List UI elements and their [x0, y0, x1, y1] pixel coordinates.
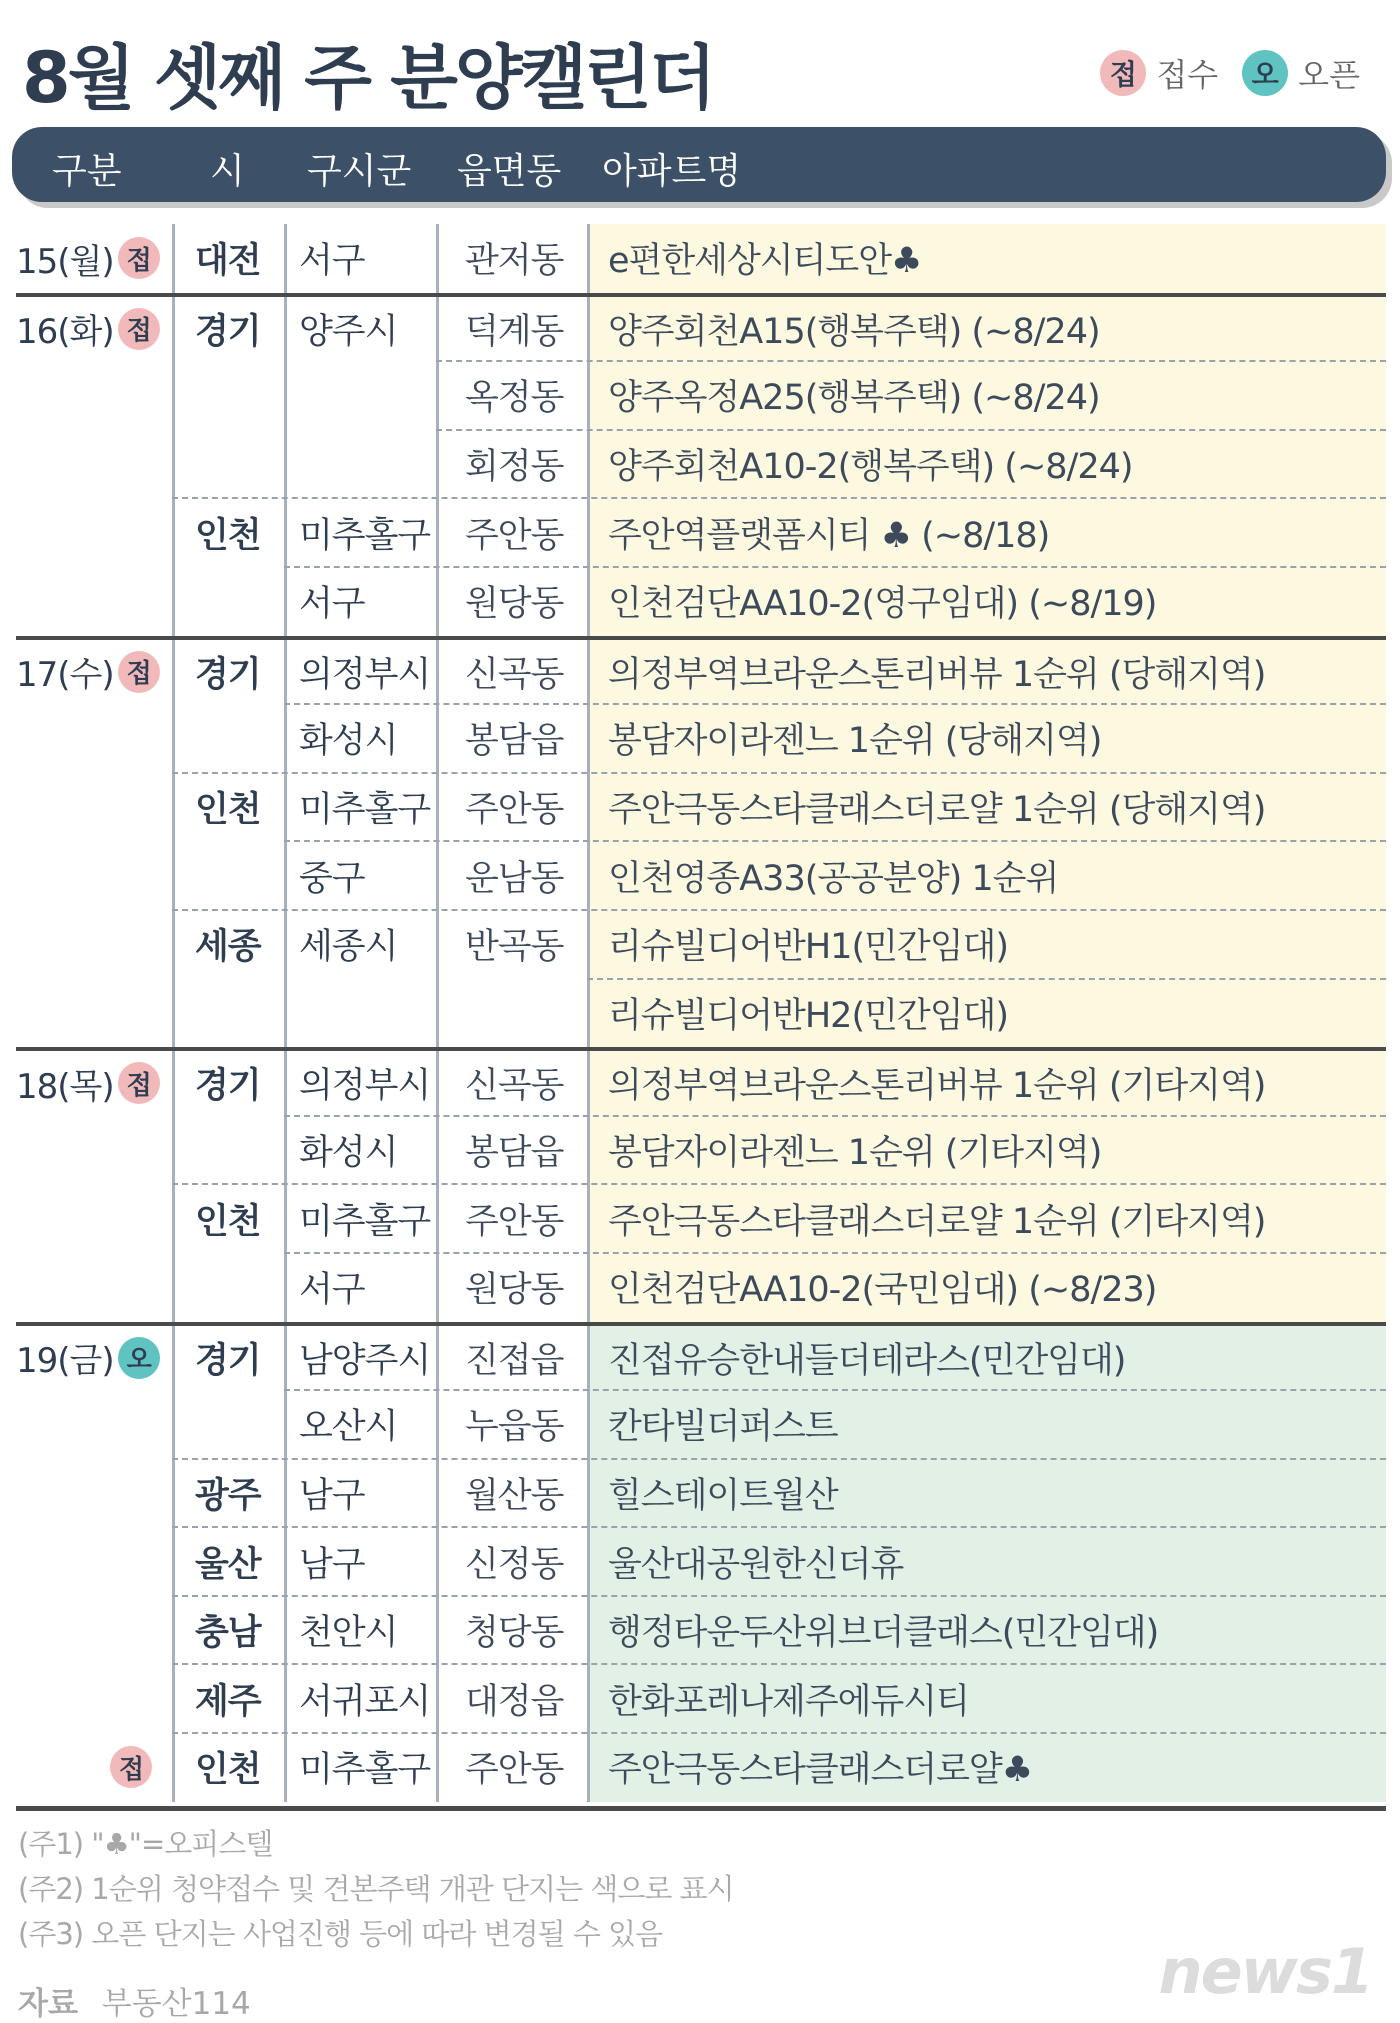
district-cell: 미추홀구 — [284, 1733, 436, 1802]
date-cell — [16, 567, 172, 636]
city-cell: 울산 — [172, 1527, 284, 1596]
town-cell: 덕계동 — [436, 297, 587, 362]
page-title: 8월 셋째 주 분양캘린더 — [22, 37, 714, 119]
date-cell — [16, 297, 172, 362]
city-cell: 광주 — [172, 1459, 284, 1528]
news1-logo: news1 — [1158, 1935, 1372, 2008]
row-divider — [284, 840, 1386, 842]
date-cell — [16, 1184, 172, 1253]
table-row — [16, 293, 1386, 362]
date-cell — [16, 430, 172, 499]
jeop-badge: 접 — [118, 237, 160, 279]
apartment-cell: 행정타운두산위브더클래스(민간임대) — [587, 1596, 1386, 1665]
table-header — [12, 127, 1386, 202]
town-cell: 옥정동 — [436, 361, 587, 430]
district-cell: 서구 — [284, 1253, 436, 1322]
date-cell — [16, 1596, 172, 1665]
date-label: 17(수) — [16, 655, 114, 696]
row-divider — [172, 1663, 1386, 1665]
district-cell: 서구 — [284, 224, 436, 293]
apartment-cell: 힐스테이트월산 — [587, 1459, 1386, 1528]
district-cell: 남양주시 — [284, 1326, 436, 1391]
district-cell: 서구 — [284, 567, 436, 636]
town-cell: 주안동 — [436, 773, 587, 842]
row-divider — [172, 1732, 1386, 1734]
town-cell: 관저동 — [436, 224, 587, 293]
city-cell — [172, 841, 284, 910]
district-cell: 오산시 — [284, 1390, 436, 1459]
date-cell — [16, 1051, 172, 1116]
apartment-cell: 칸타빌더퍼스트 — [587, 1390, 1386, 1459]
date-cell — [16, 361, 172, 430]
apartment-cell: 인천검단AA10-2(영구임대) (~8/19) — [587, 567, 1386, 636]
city-cell: 인천 — [172, 498, 284, 567]
district-cell: 남구 — [284, 1459, 436, 1528]
note-3: (주3) 오픈 단지는 사업진행 등에 따라 변경될 수 있음 — [18, 1917, 663, 1951]
table-row — [16, 224, 1386, 293]
city-cell — [172, 1116, 284, 1185]
apartment-cell: 한화포레나제주에듀시티 — [587, 1664, 1386, 1733]
jeop-label: 접수 — [1156, 56, 1219, 94]
date-cell — [16, 704, 172, 773]
open-label: 오픈 — [1298, 56, 1360, 94]
town-cell: 진접읍 — [436, 1326, 587, 1391]
town-cell: 월산동 — [436, 1459, 587, 1528]
district-cell — [284, 361, 436, 430]
city-cell: 세종 — [172, 910, 284, 979]
row-divider — [436, 429, 1386, 431]
apartment-cell: 양주회천A10-2(행복주택) (~8/24) — [587, 430, 1386, 499]
district-cell: 미추홀구 — [284, 498, 436, 567]
town-cell: 반곡동 — [436, 910, 587, 979]
date-cell — [16, 224, 172, 293]
table-row — [16, 1322, 1386, 1391]
date-cell — [16, 841, 172, 910]
city-cell — [172, 430, 284, 499]
apartment-cell: 의정부역브라운스톤리버뷰 1순위 (당해지역) — [587, 640, 1386, 705]
table-row — [16, 1253, 1386, 1322]
town-cell: 봉담읍 — [436, 704, 587, 773]
apartment-cell: 양주옥정A25(행복주택) (~8/24) — [587, 361, 1386, 430]
district-cell: 천안시 — [284, 1596, 436, 1665]
city-cell — [172, 361, 284, 430]
table-row — [16, 567, 1386, 636]
date-cell — [16, 1390, 172, 1459]
district-cell: 서귀포시 — [284, 1664, 436, 1733]
date-label: 19(금) — [16, 1341, 114, 1382]
town-cell: 신정동 — [436, 1527, 587, 1596]
district-cell: 남구 — [284, 1527, 436, 1596]
open-badge: 오 — [118, 1337, 160, 1379]
apartment-cell: 리슈빌디어반H1(민간임대) — [587, 910, 1386, 979]
header-city: 시 — [210, 151, 245, 192]
city-cell: 경기 — [172, 1051, 284, 1116]
row-divider — [172, 1526, 1386, 1528]
apartment-cell: 주안극동스타클래스더로얄 1순위 (기타지역) — [587, 1184, 1386, 1253]
apartment-cell: e편한세상시티도안♣ — [587, 224, 1386, 293]
city-cell — [172, 1390, 284, 1459]
town-cell: 누읍동 — [436, 1390, 587, 1459]
row-divider — [172, 1458, 1386, 1460]
apartment-cell: 주안극동스타클래스더로얄♣ — [587, 1733, 1386, 1802]
town-cell: 신곡동 — [436, 1051, 587, 1116]
source-value: 부동산114 — [101, 1986, 251, 2022]
district-cell: 화성시 — [284, 1116, 436, 1185]
district-cell: 세종시 — [284, 910, 436, 979]
city-cell — [172, 567, 284, 636]
district-cell: 화성시 — [284, 704, 436, 773]
town-cell: 청당동 — [436, 1596, 587, 1665]
date-cell — [16, 1459, 172, 1528]
apartment-cell: 인천영종A33(공공분양) 1순위 — [587, 841, 1386, 910]
table-row — [16, 1733, 1386, 1802]
district-cell: 미추홀구 — [284, 1184, 436, 1253]
district-cell: 미추홀구 — [284, 773, 436, 842]
apartment-cell: 봉담자이라젠느 1순위 (기타지역) — [587, 1116, 1386, 1185]
district-cell — [284, 979, 436, 1048]
city-cell: 제주 — [172, 1664, 284, 1733]
table-row — [16, 841, 1386, 910]
table-row — [16, 361, 1386, 430]
table-row — [16, 430, 1386, 499]
town-cell: 주안동 — [436, 498, 587, 567]
row-divider — [284, 1252, 1386, 1254]
apartment-cell: 울산대공원한신더휴 — [587, 1527, 1386, 1596]
apartment-cell: 리슈빌디어반H2(민간임대) — [587, 979, 1386, 1048]
legend — [1100, 50, 1360, 96]
city-cell: 인천 — [172, 1184, 284, 1253]
jeop-badge: 접 — [118, 651, 160, 693]
jeop-badge: 접 — [118, 1062, 160, 1104]
town-cell: 대정읍 — [436, 1664, 587, 1733]
header-district: 구시군 — [307, 151, 412, 192]
apartment-cell: 양주회천A15(행복주택) (~8/24) — [587, 297, 1386, 362]
date-label: 18(목) — [16, 1066, 114, 1107]
row-divider — [172, 497, 1386, 499]
city-cell: 인천 — [172, 1733, 284, 1802]
table-row — [16, 910, 1386, 979]
city-cell: 경기 — [172, 640, 284, 705]
date-label: 15(월) — [16, 241, 114, 282]
row-divider — [284, 703, 1386, 705]
city-cell: 대전 — [172, 224, 284, 293]
row-divider — [436, 360, 1386, 362]
date-cell — [16, 979, 172, 1048]
table-row — [16, 1047, 1386, 1116]
city-cell — [172, 704, 284, 773]
date-cell — [16, 1326, 172, 1391]
town-cell — [436, 979, 587, 1048]
town-cell: 회정동 — [436, 430, 587, 499]
date-cell — [16, 1664, 172, 1733]
apartment-cell: 의정부역브라운스톤리버뷰 1순위 (기타지역) — [587, 1051, 1386, 1116]
district-cell: 의정부시 — [284, 640, 436, 705]
row-divider — [172, 772, 1386, 774]
city-cell — [172, 979, 284, 1048]
town-cell: 봉담읍 — [436, 1116, 587, 1185]
jeop-badge: 접 — [110, 1746, 152, 1788]
city-cell: 인천 — [172, 773, 284, 842]
date-cell — [16, 1733, 172, 1802]
district-cell: 양주시 — [284, 297, 436, 362]
date-cell — [16, 773, 172, 842]
table-row — [16, 1664, 1386, 1733]
table-row — [16, 1596, 1386, 1665]
city-cell: 충남 — [172, 1596, 284, 1665]
town-cell: 신곡동 — [436, 640, 587, 705]
date-cell — [16, 910, 172, 979]
town-cell: 주안동 — [436, 1733, 587, 1802]
row-divider — [284, 1115, 1386, 1117]
row-divider — [284, 1389, 1386, 1391]
source — [18, 1978, 251, 2023]
table-row — [16, 1184, 1386, 1253]
table-bottom-rule — [16, 1806, 1386, 1811]
open-badge: 오 — [1242, 50, 1288, 96]
apartment-cell: 주안역플랫폼시티 ♣ (~8/18) — [587, 498, 1386, 567]
header-town: 읍면동 — [457, 151, 562, 192]
city-cell — [172, 1253, 284, 1322]
calendar-table — [16, 224, 1386, 1802]
jeop-badge: 접 — [118, 308, 160, 350]
date-cell — [16, 640, 172, 705]
table-row — [16, 979, 1386, 1048]
apartment-cell: 봉담자이라젠느 1순위 (당해지역) — [587, 704, 1386, 773]
town-cell: 운남동 — [436, 841, 587, 910]
district-cell — [284, 430, 436, 499]
table-row — [16, 498, 1386, 567]
city-cell: 경기 — [172, 1326, 284, 1391]
date-cell — [16, 498, 172, 567]
date-cell — [16, 1253, 172, 1322]
date-cell — [16, 1116, 172, 1185]
district-cell: 의정부시 — [284, 1051, 436, 1116]
table-row — [16, 1390, 1386, 1459]
table-row — [16, 1459, 1386, 1528]
date-cell — [16, 1527, 172, 1596]
district-cell: 중구 — [284, 841, 436, 910]
row-divider — [284, 566, 1386, 568]
table-row — [16, 1527, 1386, 1596]
header-category: 구분 — [52, 151, 122, 192]
table-row — [16, 1116, 1386, 1185]
table-row — [16, 704, 1386, 773]
note-2: (주2) 1순위 청약접수 및 견본주택 개관 단지는 색으로 표시 — [18, 1872, 734, 1906]
row-divider — [172, 1595, 1386, 1597]
apartment-cell: 인천검단AA10-2(국민임대) (~8/23) — [587, 1253, 1386, 1322]
header-apartment: 아파트명 — [602, 151, 742, 192]
apartment-cell: 주안극동스타클래스더로얄 1순위 (당해지역) — [587, 773, 1386, 842]
town-cell: 주안동 — [436, 1184, 587, 1253]
row-divider — [587, 978, 1386, 980]
row-divider — [172, 909, 1386, 911]
date-label: 16(화) — [16, 312, 114, 353]
table-row — [16, 773, 1386, 842]
source-label: 자료 — [18, 1986, 78, 2022]
apartment-cell: 진접유승한내들더테라스(민간임대) — [587, 1326, 1386, 1391]
town-cell: 원당동 — [436, 567, 587, 636]
footnotes — [18, 1822, 734, 1957]
note-1: (주1) "♣"=오피스텔 — [18, 1827, 273, 1861]
city-cell: 경기 — [172, 297, 284, 362]
jeop-badge: 접 — [1100, 50, 1146, 96]
table-row — [16, 636, 1386, 705]
town-cell: 원당동 — [436, 1253, 587, 1322]
row-divider — [172, 1183, 1386, 1185]
